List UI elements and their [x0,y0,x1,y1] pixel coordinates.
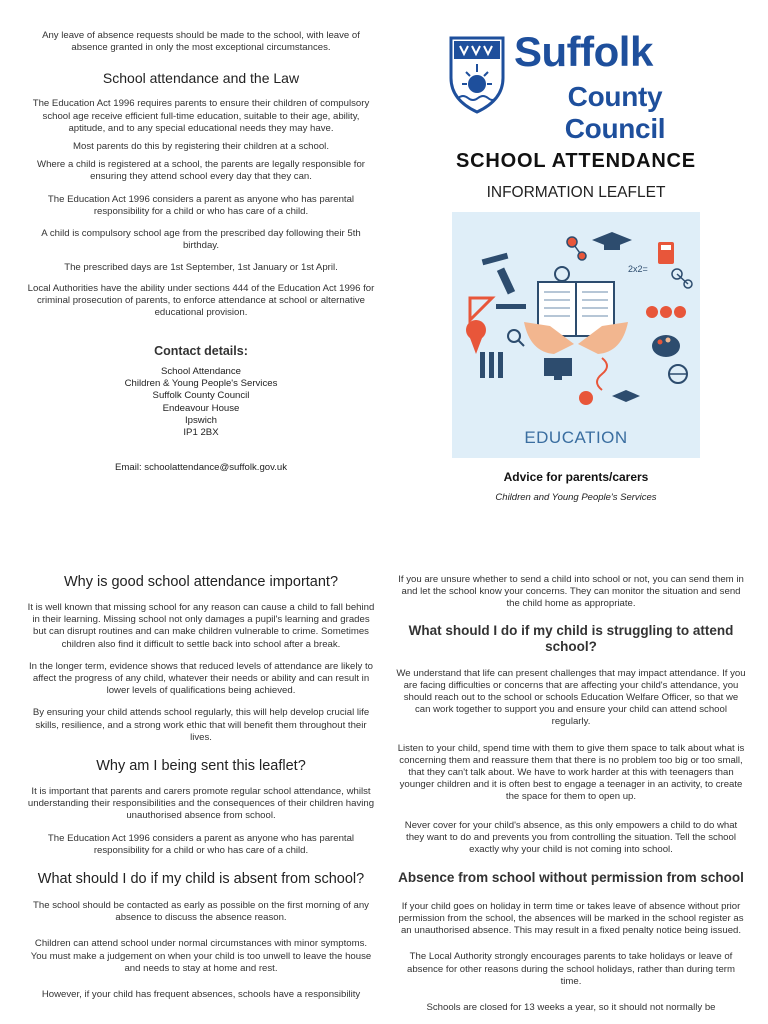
contact-line: Ipswich [185,414,217,426]
importance-paragraph-2: In the longer term, evidence shows that reduced levels of attendance are likely to affect the progress of any child, whatever their needs or ability and can result in lower levels of qualifications being achieved. [29,660,373,697]
permission-paragraph-3: Schools are closed for 13 weeks a year, so it should not normally be [426,1001,716,1013]
law-paragraph-4: The Education Act 1996 considers a parent as anyone who has parental responsibility for a child or who has care of a child. [47,193,355,217]
struggling-paragraph-2: Listen to your child, spend time with them to give them space to talk about what is concerning them and reassure them that there is no problem too big or too small, that they can't talk about. We have to work harder at this with teenagers than younger children and it is often best to engage a teenager in an activity, to create the space for them to open up. [397,742,745,803]
law-paragraph-3: Where a child is registered at a school, the parents are legally responsible for ensuring they attend school every day that they can. [37,159,365,183]
importance-paragraph-3: By ensuring your child attends school regularly, this will help develop crucial life skills, resilience, and a strong work ethic that will benefit them throughout their lives. [32,707,370,743]
contact-line: Children & Young People's Services [124,378,278,390]
absent-paragraph-3: However, if your child has frequent absences, schools have a responsibility [41,989,361,1001]
struggling-paragraph-1: We understand that life can present challenges that may impact attendance. If you are facing difficulties or concerns that are affecting your child's attendance, you should reach out to the school or schools Education Welfare Officer, so that we can work together to support you and ensure your child can attend school regularly. [396,667,746,728]
contact-heading: Contact details: [154,344,248,359]
permission-paragraph-1: If your child goes on holiday in term time or takes leave of absence without prior permission from the school, the absences will be marked in the school register as an unauthorised absence. This may result in a fixed penalty notice being issued. [398,900,744,937]
math-formula: 2x2= [628,264,648,274]
test-tubes-icon [480,352,503,378]
advice-line: Advice for parents/carers [503,470,649,484]
law-paragraph-6: The prescribed days are 1st September, 1st January or 1st April. [64,262,338,274]
contact-line: IP1 2BX [183,427,219,439]
leaflet-title: SCHOOL ATTENDANCE [456,150,696,172]
cover-panel [436,28,716,503]
flask-icon [646,306,686,318]
contact-line: Endeavour House [162,402,240,414]
law-heading: School attendance and the Law [102,70,300,87]
leaflet-reason-heading: Why am I being sent this leaflet? [96,758,306,775]
leave-of-absence-intro: Any leave of absence requests should be made to the school, with leave of absence granted in only the most exceptional circumstances. [42,30,360,54]
leaflet-reason-paragraph-2: The Education Act 1996 considers a parent as anyone who has parental responsibility for a child or who has care of a child. [47,832,355,856]
dna-icon [597,358,607,390]
unsure-paragraph: If you are unsure whether to send a child into school or not, you can send them in and let the school know your concerns. They can monitor the situation and send the child home as appropriate. [398,574,744,610]
permission-heading: Absence from school without permission from school [398,870,744,886]
magnifier-icon [508,330,524,346]
law-paragraph-7: Local Authorities have the ability under sections 444 of the Education Act 1996 for criminal prosecution of parents, to enforce attendance at school or alternative educational provision. [27,282,375,319]
book-stack-icon [482,253,509,266]
suffolk-logo [436,28,716,144]
molecule-icon [567,237,586,260]
clock-icon [555,267,569,281]
award-ribbon-icon [466,320,486,354]
importance-heading: Why is good school attendance important? [63,574,339,590]
palette-icon [652,335,680,357]
law-paragraph-5: A child is compulsory school age from the prescribed day following their 5th birthday. [41,228,361,252]
council-crest-icon [448,34,506,114]
education-icons [452,212,700,422]
law-paragraph-1: The Education Act 1996 requires parents to ensure their children of compulsory school age receive efficient full-time education, suitable to their age, ability, aptitude, and to any special educational needs they may have. [32,98,370,134]
permission-paragraph-2: The Local Authority strongly encourages parents to take holidays or leave of absence for other reasons during the school holidays, rather than during term time. [407,951,735,987]
calculator-icon [658,242,674,264]
absent-heading: What should I do if my child is absent from school? [37,871,365,888]
computer-icon [544,358,572,380]
absent-paragraph-1: The school should be contacted as early as possible on the first morning of any absence to discuss the absence reason. [33,900,369,924]
apple-icon [579,391,593,405]
contact-line: School Attendance [160,365,241,377]
law-paragraph-2: Most parents do this by registering their children at a school. [73,141,329,153]
triangle-ruler-icon [470,298,492,320]
contact-address [26,366,376,440]
contact-line: Suffolk County Council [152,390,250,402]
logo-county-council-text: County Council [564,81,666,144]
contact-email[interactable]: Email: schoolattendance@suffolk.gov.uk [114,461,288,473]
service-name: Children and Young People's Services [495,492,657,503]
atom-icon [672,269,692,288]
illustration-education-label: EDUCATION [524,428,628,447]
graduation-cap-small-icon [612,390,640,402]
microscope-icon [496,268,526,309]
leaflet-subtitle: INFORMATION LEAFLET [486,184,666,201]
logo-suffolk-text: Suffolk [514,28,653,75]
inside-left-panel [26,574,376,1001]
leaflet-reason-paragraph-1: It is important that parents and carers promote regular school attendance, whilst understanding their responsibilities and the consequences of their children having unauthorised absence from school. [27,786,375,822]
education-illustration [452,212,700,458]
importance-paragraph-1: It is well known that missing school for any reason can cause a child to fall behind in their learning. Missing school not only damages a pupil's learning and grades but can disrupt routines and can make children vulnerable to crime. Sometimes children also find it difficult to settle back into school after a break. [27,602,375,650]
globe-icon [669,365,687,383]
struggling-paragraph-3: Never cover for your child's absence, as this only empowers a child to do what they want to do and prevents you from controlling the situation. Tell the school exactly why your child is not coming into school. [404,819,738,856]
absent-paragraph-2: Children can attend school under normal circumstances with minor symptoms. You must make a judgement on when your child is too unwell to leave the house and needs to stay at home and rest. [30,938,372,974]
graduation-cap-icon [592,232,632,250]
struggling-heading: What should I do if my child is struggling to attend school? [408,622,734,655]
inside-right-panel [396,574,746,1014]
back-page-panel [26,30,376,474]
